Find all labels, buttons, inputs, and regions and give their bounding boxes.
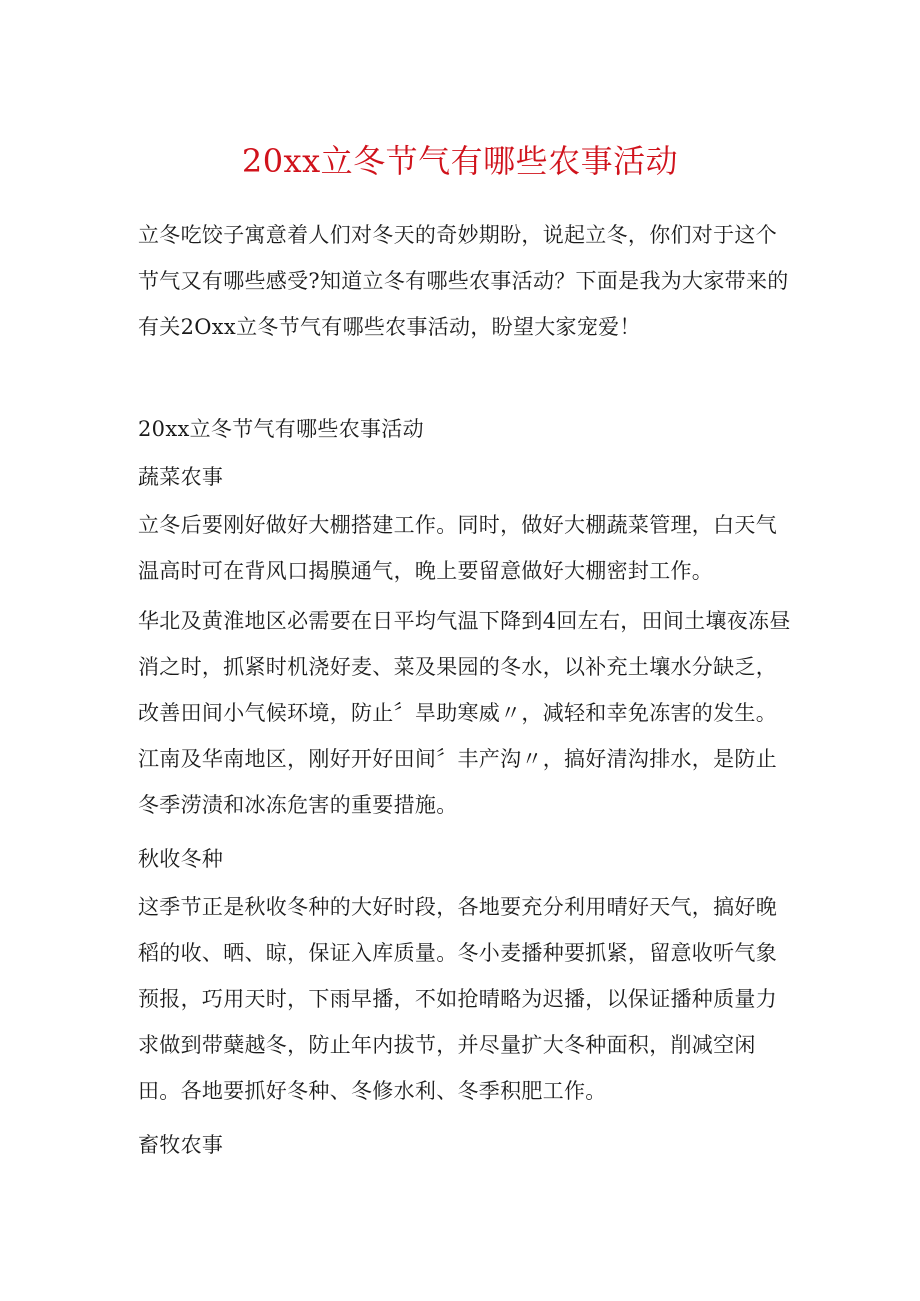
- vegetables-paragraph-1: 立冬后要刚好做好大棚搭建工作。同时，做好大棚蔬菜管理，白天气温高时可在背风口揭膜通气，晚上要留意做好大棚密封工作。: [138, 513, 777, 583]
- section-heading-harvest-sowing: 秋收冬种: [138, 847, 224, 871]
- section-heading-livestock: 畜牧农事: [138, 1133, 224, 1157]
- section-heading-vegetables: 蔬菜农事: [138, 465, 224, 489]
- harvest-sowing-paragraph: 这季节正是秋收冬种的大好时段，各地要充分利用晴好天气，搞好晚稻的收、晒、晾，保证入库质量。冬小麦播种要抓紧，留意收听气象预报，巧用天时，下雨早播，不如抢晴略为迟播，以保证播种质量力求做到带蘖越冬，防止年内拔节，并尽量扩大冬种面积，削减空闲田。各地要抓好冬种、冬修水利、冬季积肥工作。: [138, 895, 777, 1103]
- section-subtitle: 20xx立冬节气有哪些农事活动: [138, 417, 424, 441]
- vegetables-paragraph-2: 华北及黄淮地区必需要在日平均气温下降到4回左右，田间土壤夜冻昼消之时，抓紧时机浇好麦、菜及果园的冬水，以补充土壤水分缺乏，改善田间小气候环境，防止〞旱助寒威〃，减轻和幸免冻害的发生。江南及华南地区，刚好开好田间〞丰产沟〃，搞好清沟排水，是防止冬季涝渍和冰冻危害的重要措施。: [138, 609, 791, 817]
- document-title: 20xx立冬节气有哪些农事活动: [241, 142, 679, 180]
- intro-paragraph: 立冬吃饺子寓意着人们对冬天的奇妙期盼，说起立冬，你们对于这个节气又有哪些感受?知道立冬有哪些农事活动？下面是我为大家带来的有关2Oxx立冬节气有哪些农事活动，盼望大家宠爱！: [138, 223, 789, 339]
